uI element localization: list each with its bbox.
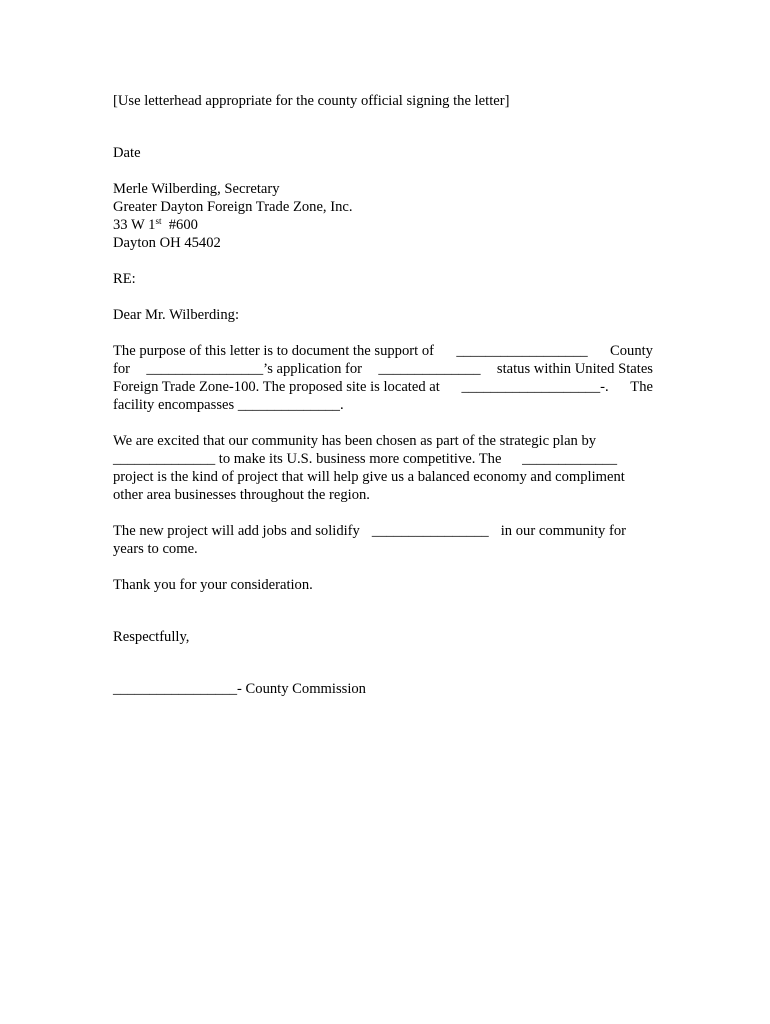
letter-document xyxy=(113,92,653,698)
blank-status: ______________ xyxy=(378,361,481,377)
text-segment: project is the kind of project that will help give us a balanced economy and compliment xyxy=(113,469,625,485)
text-segment: in our community for xyxy=(500,523,626,539)
text-segment: Foreign Trade Zone-100. The proposed site is located at xyxy=(113,379,440,395)
text-segment: facility encompasses ______________. xyxy=(113,397,344,413)
text-segment: years to come. xyxy=(113,541,198,557)
text-segment: The new project will add jobs and solidify xyxy=(113,523,360,539)
blank-solidify: ________________ xyxy=(371,523,489,539)
closing: Respectfully, xyxy=(113,629,190,645)
re-label: RE: xyxy=(113,271,136,287)
date-label: Date xyxy=(113,145,141,161)
letterhead-note: [Use letterhead appropriate for the county official signing the letter] xyxy=(113,93,510,109)
text-segment: The purpose of this letter is to document the support of xyxy=(113,343,434,359)
text-segment: The xyxy=(630,379,653,395)
text-segment: ______________ to make its U.S. business more competitive. The xyxy=(113,451,502,467)
recipient-organization: Greater Dayton Foreign Trade Zone, Inc. xyxy=(113,199,353,215)
text-segment: We are excited that our community has been chosen as part of the strategic plan by xyxy=(113,433,597,449)
paragraph-purpose xyxy=(113,342,653,414)
paragraph-line xyxy=(113,486,653,504)
paragraph-line xyxy=(113,540,653,558)
blank-project: _____________ xyxy=(522,451,617,467)
blank-county: __________________ xyxy=(456,343,588,359)
recipient-street xyxy=(113,216,653,234)
recipient-name: Merle Wilberding, Secretary xyxy=(113,181,280,197)
paragraph-line xyxy=(113,360,653,378)
text-segment: County xyxy=(610,343,653,359)
blank-site: ___________________-. xyxy=(461,379,609,395)
paragraph-line xyxy=(113,522,626,540)
paragraph-line xyxy=(113,342,653,360)
salutation: Dear Mr. Wilberding: xyxy=(113,307,239,323)
street-number: 33 W 1 xyxy=(113,217,156,233)
recipient-address xyxy=(113,180,653,252)
text-segment: status within United States xyxy=(496,361,653,377)
closing-thanks: Thank you for your consideration. xyxy=(113,577,313,593)
blank-company: ________________’s application for xyxy=(146,361,363,377)
signature-line: _________________- County Commission xyxy=(113,681,366,697)
suite-number: #600 xyxy=(161,217,198,233)
paragraph-line xyxy=(113,378,653,396)
text-segment: other area businesses throughout the region. xyxy=(113,487,370,503)
paragraph-jobs xyxy=(113,522,653,558)
recipient-city: Dayton OH 45402 xyxy=(113,235,221,251)
text-segment: for xyxy=(113,361,131,377)
paragraph-community xyxy=(113,432,653,504)
paragraph-line xyxy=(113,468,653,486)
paragraph-line xyxy=(113,432,653,450)
paragraph-line xyxy=(113,396,653,414)
paragraph-line xyxy=(113,450,617,468)
street-ordinal: st xyxy=(155,216,162,226)
